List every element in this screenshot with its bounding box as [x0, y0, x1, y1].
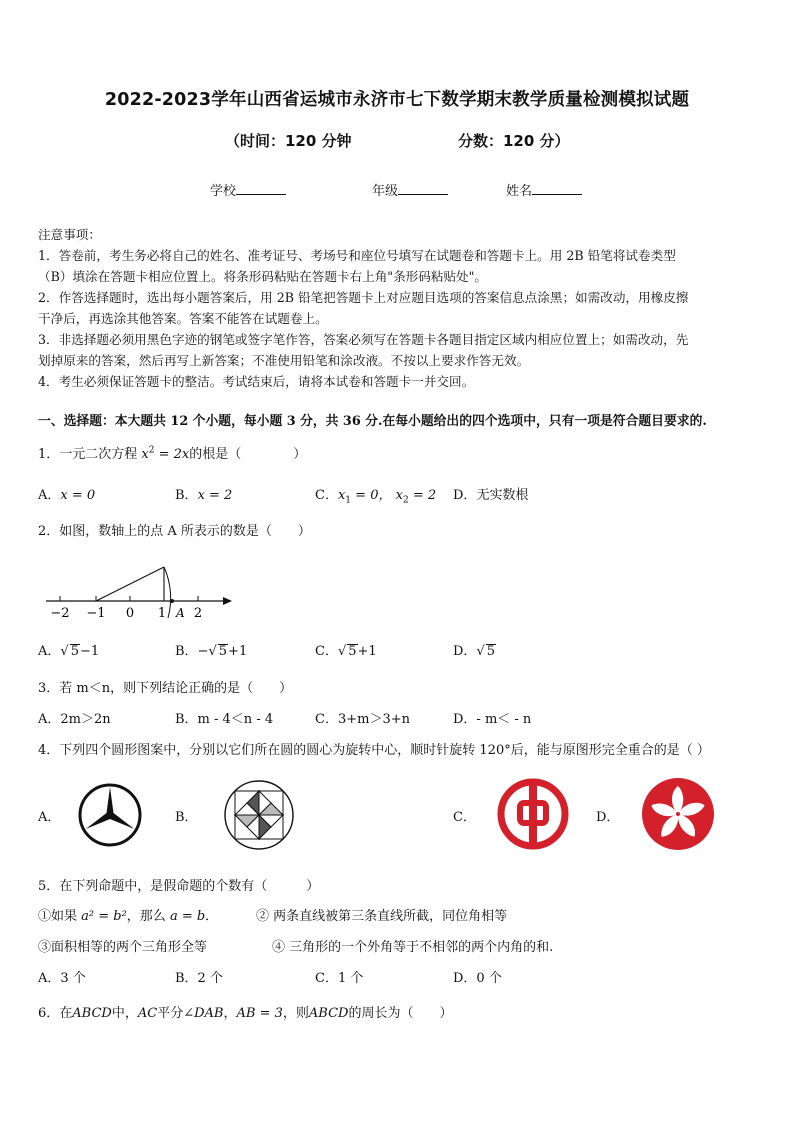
q4-option-b-label[interactable]: B． [175, 810, 198, 825]
hypotenuse-line [96, 567, 164, 601]
tick-label: −2 [50, 606, 70, 621]
notes-line: 1．答卷前，考生务必将自己的姓名、准考证号、考场号和座位号填写在试题卷和答题卡上。用 2B 铅笔将试卷类型 [38, 248, 676, 263]
time-label: （时间：120 分钟 [225, 132, 352, 150]
q3-option-d[interactable]: D．- m＜ - n [453, 712, 532, 727]
q3-stem: 3．若 m＜n，则下列结论正确的是（ ） [38, 681, 293, 696]
q3-option-b[interactable]: B．m - 4＜n - 4 [175, 712, 274, 727]
grade-field[interactable] [372, 180, 448, 199]
notes-line: 3．非选择题必须用黑色字迹的钢笔或签字笔作答，答案必须写在答题卡各题目指定区域内相应位置上；如需改动，先 [38, 332, 689, 347]
q4-stem: 4．下列四个圆形图案中，分别以它们所在圆的圆心为旋转中心，顺时针旋转 120°后，能与原图形完全重合的是（ ） [38, 743, 710, 758]
q5-option-b[interactable]: B．2 个 [175, 971, 223, 986]
school-label: 学校 [210, 184, 237, 199]
q1-option-b[interactable]: B．x = 2 [175, 488, 233, 503]
notes-line: 2．作答选择题时，选出每小题答案后，用 2B 铅笔把答题卡上对应题目选项的答案信息点涂黑；如需改动，用橡皮擦 [38, 290, 689, 305]
axis-arrow [223, 597, 232, 605]
grade-blank[interactable] [398, 182, 448, 195]
notes-line: （B）填涂在答题卡相应位置上。将条形码粘贴在答题卡右上角"条形码粘贴处"。 [38, 269, 488, 284]
q5-option-c[interactable]: C．1 个 [315, 971, 364, 986]
q5-proposition-2: ② 两条直线被第三条直线所截，同位角相等 [256, 909, 508, 924]
q4-option-c-label[interactable]: C． [453, 810, 476, 825]
point-a [170, 599, 174, 603]
tick-label: 1 [157, 606, 167, 621]
name-field[interactable] [506, 180, 582, 199]
q5-proposition-4: ④ 三角形的一个外角等于不相邻的两个内角的和. [272, 940, 554, 955]
bauhinia-flower-icon[interactable] [640, 776, 716, 852]
mercedes-star-icon[interactable] [75, 780, 145, 850]
notes-line: 4．考生必须保证答题卡的整洁。考试结束后，请将本试卷和答题卡一并交回。 [38, 374, 475, 389]
q2-option-c[interactable]: C．√ 5+1 [315, 644, 377, 659]
q1-option-d[interactable]: D．无实数根 [453, 488, 529, 503]
score-label: 分数：120 分） [458, 132, 570, 150]
section-heading: 一、选择题：本大题共 12 个小题，每小题 3 分，共 36 分.在每小题给出的四个选项中，只有一项是符合题目要求的. [38, 414, 707, 429]
q5-option-d[interactable]: D．0 个 [453, 971, 502, 986]
q4-option-a-label[interactable]: A． [38, 810, 61, 825]
q3-option-c[interactable]: C．3+m＞3+n [315, 712, 410, 727]
q5-proposition-1: ①如果 a² = b²，那么 a = b． [38, 909, 219, 924]
notes-line: 划掉原来的答案，然后再写上新答案；不准使用铅笔和涂改液。不按以上要求作答无效。 [38, 353, 530, 368]
pinwheel-icon[interactable] [222, 778, 296, 852]
q2-stem: 2．如图，数轴上的点 A 所表示的数是（ ） [38, 524, 311, 539]
name-label: 姓名 [506, 184, 533, 199]
q3-option-a[interactable]: A．2m＞2n [38, 712, 111, 727]
tick-label: 0 [125, 606, 135, 621]
q1-option-a[interactable]: A．x = 0 [38, 488, 96, 503]
page-title: 2022-2023学年山西省运城市永济市七下数学期末教学质量检测模拟试题 [104, 90, 690, 110]
q2-option-b[interactable]: B．−√ 5+1 [175, 644, 248, 659]
notes-heading: 注意事项： [38, 227, 101, 242]
q5-stem: 5．在下列命题中，是假命题的个数有（ ） [38, 879, 320, 894]
grade-label: 年级 [372, 184, 399, 199]
point-a-label: A [176, 606, 185, 620]
q2-option-d[interactable]: D．√ 5 [453, 644, 496, 659]
number-line-figure [40, 545, 240, 625]
tick-label: −1 [86, 606, 106, 621]
q4-option-d-label[interactable]: D． [596, 810, 620, 825]
tick-label: 2 [193, 606, 203, 621]
bank-of-china-logo-icon[interactable] [497, 778, 569, 850]
q1-option-c[interactable]: C．$x_1 = 0$， $x_2 = 2$ [315, 488, 437, 506]
q2-option-a[interactable]: A．√ 5−1 [38, 644, 100, 659]
school-blank[interactable] [236, 182, 286, 195]
q5-proposition-3: ③面积相等的两个三角形全等 [38, 940, 208, 955]
q5-option-a[interactable]: A．3 个 [38, 971, 86, 986]
q1-stem: 1．一元二次方程 $x^2 = 2x$的根是（ ） [38, 445, 307, 462]
school-field[interactable] [210, 180, 286, 199]
notes-block [38, 224, 688, 392]
name-blank[interactable] [532, 182, 582, 195]
notes-line: 干净后，再选涂其他答案。答案不能答在试题卷上。 [38, 311, 328, 326]
q6-stem: 6．在ABCD中，AC平分∠DAB，AB = 3，则ABCD的周长为（ ） [38, 1006, 453, 1021]
